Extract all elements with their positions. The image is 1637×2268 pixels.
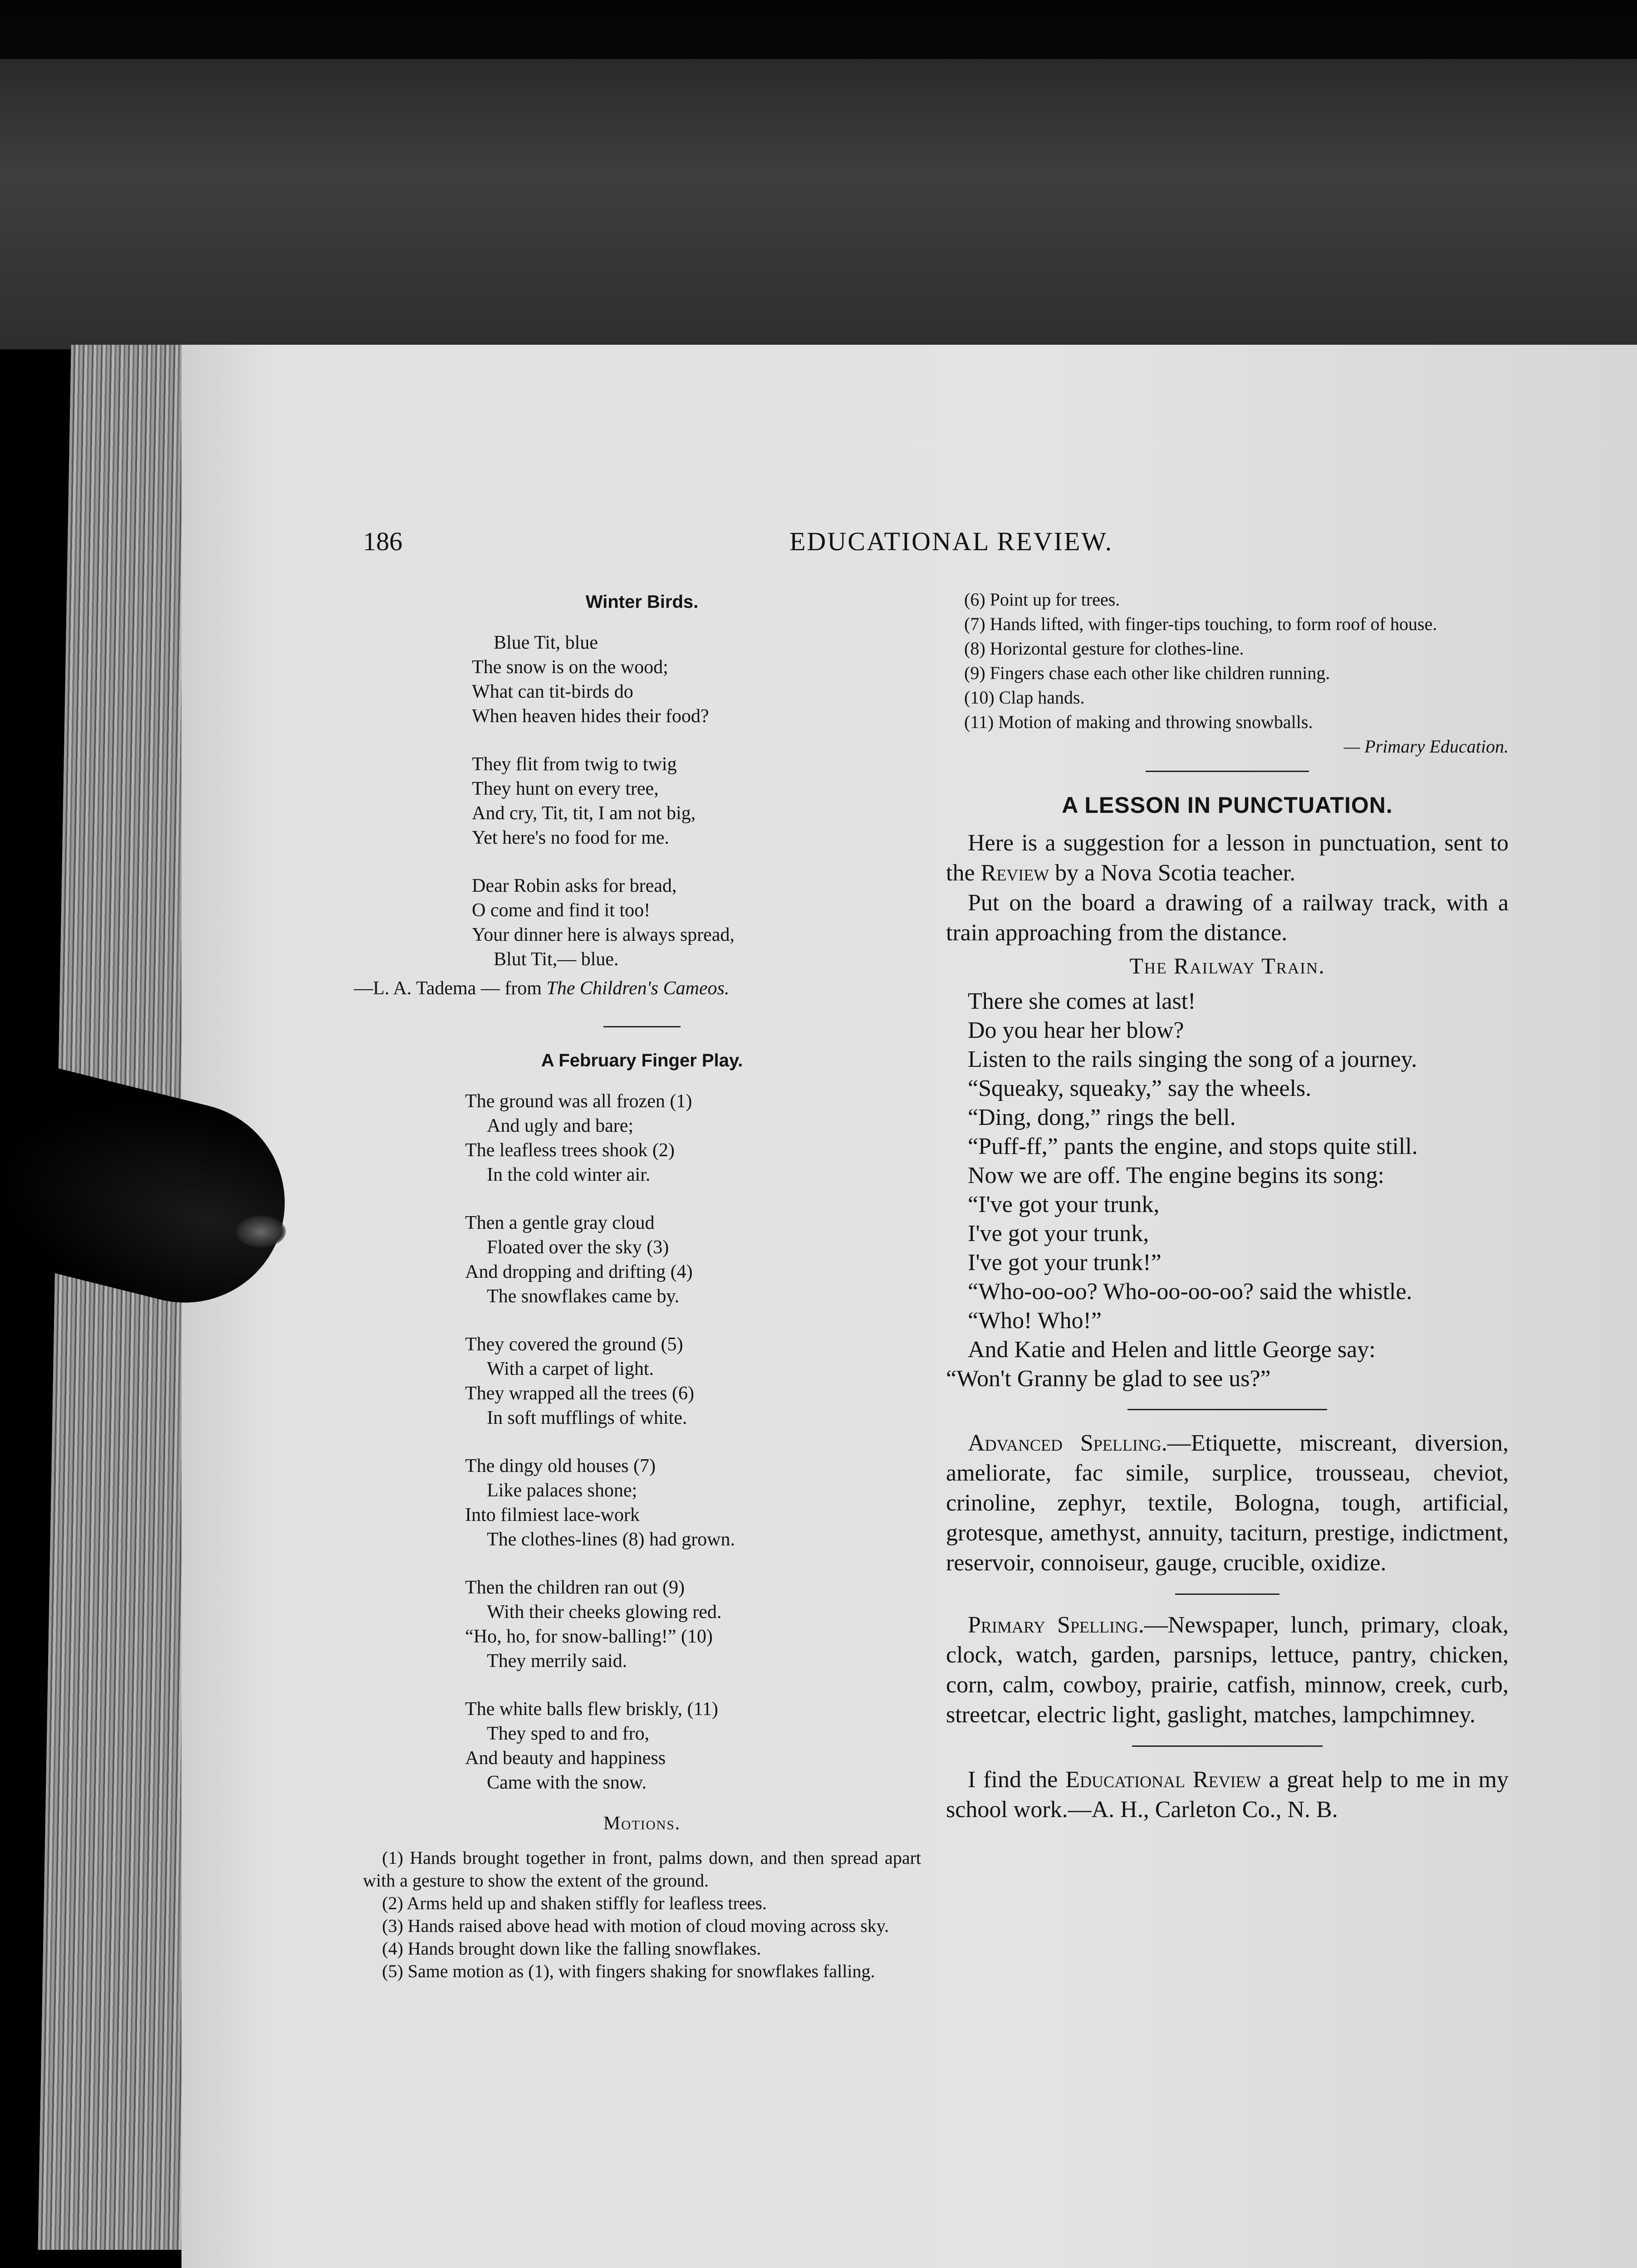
finger-play-title: A February Finger Play. [541, 1051, 743, 1070]
right-column [946, 587, 1509, 1825]
poem-line: Now we are off. The engine begins its song: [968, 1163, 1384, 1188]
poem-line: With a carpet of light. [487, 1359, 654, 1379]
poem-line: “Ding, dong,” rings the bell. [968, 1105, 1236, 1130]
poem-line: “Who! Who!” [968, 1308, 1102, 1334]
poem-line: “Won't Granny be glad to see us?” [946, 1366, 1271, 1392]
primary-spelling [946, 1610, 1509, 1730]
poem-line: O come and find it too! [472, 900, 651, 921]
review-name: Educational Review [1065, 1767, 1261, 1793]
poem-line: I've got your trunk, [968, 1221, 1149, 1246]
poem-line: And cry, Tit, tit, I am not big, [472, 803, 696, 824]
punctuation-intro [946, 828, 1509, 948]
poem-line: They merrily said. [487, 1651, 627, 1672]
poem-line: What can tit-birds do [472, 681, 633, 702]
desk-surface [0, 59, 1637, 349]
poem-line: “Puff-ff,” pants the engine, and stops quite still. [968, 1134, 1418, 1159]
section-rule [1146, 771, 1309, 772]
poem-line: Then a gentle gray cloud [465, 1212, 655, 1233]
poem-line: The leafless trees shook (2) [465, 1140, 675, 1161]
poem-line: Dear Robin asks for bread, [472, 875, 677, 896]
poem-line: With their cheeks glowing red. [487, 1602, 722, 1623]
motion-item: (1) Hands brought together in front, palms down, and then spread apart with a gesture to show the extent of the ground. [363, 1848, 921, 1891]
poem-line: And ugly and bare; [487, 1115, 634, 1136]
poem-line: When heaven hides their food? [472, 706, 709, 727]
text-span: a great help to me in my school work.—A. H., Carleton Co., N. B. [946, 1767, 1509, 1823]
advanced-spelling [946, 1428, 1509, 1578]
poem-line: “I've got your trunk, [968, 1192, 1160, 1217]
motion-item: (5) Same motion as (1), with fingers shaking for snowflakes falling. [382, 1961, 875, 1981]
motions-continued [946, 587, 1509, 734]
poem-line: The white balls flew briskly, (11) [465, 1699, 718, 1720]
motion-item: (7) Hands lifted, with finger-tips touching, to form roof of house. [964, 614, 1437, 634]
poem-line: Blue Tit, blue [494, 632, 598, 653]
poem-line: Floated over the sky (3) [487, 1237, 669, 1258]
stanza [465, 1697, 921, 1795]
railway-train-poem [946, 987, 1509, 1393]
text-span: I find the [968, 1767, 1066, 1793]
advanced-spelling-words: —Etiquette, miscreant, diversion, ameliorate, fac simile, surplice, trousseau, cheviot, crinoline, zephyr, textile, Bologna, tough, artificial, grotesque, amethyst, annuity, taciturn, prestige, indictment, reservoir, connoiseur, gauge, crucible, oxidize. [946, 1430, 1509, 1576]
motion-item: (10) Clap hands. [964, 687, 1085, 708]
paragraph: Put on the board a drawing of a railway track, with a train approaching from the distance. [946, 890, 1509, 946]
running-head: EDUCATIONAL REVIEW. [789, 527, 1113, 556]
poem-line: “Who-oo-oo? Who-oo-oo-oo? said the whistle. [968, 1279, 1412, 1305]
advanced-spelling-label: Advanced Spelling. [968, 1430, 1167, 1456]
stanza [465, 1089, 921, 1187]
text-span: Here is a suggestion for a lesson in punctuation, sent to the [946, 830, 1509, 886]
motion-item: (2) Arms held up and shaken stiffly for leafless trees. [382, 1893, 767, 1913]
punctuation-title: A LESSON IN PUNCTUATION. [1062, 792, 1393, 818]
stanza [465, 1454, 921, 1552]
poem-line: They sped to and fro, [487, 1723, 650, 1744]
poem-line: “Squeaky, squeaky,” say the wheels. [968, 1075, 1312, 1101]
poem-line: In soft mufflings of white. [487, 1408, 687, 1428]
motions-title: Motions. [603, 1813, 681, 1834]
text-span: by a Nova Scotia teacher. [1049, 860, 1296, 886]
poem-line: The ground was all frozen (1) [465, 1091, 692, 1112]
poem-line: In the cold winter air. [487, 1164, 651, 1185]
poem-line: And beauty and happiness [465, 1748, 666, 1769]
section-rule [1175, 1593, 1279, 1595]
railway-train-title: The Railway Train. [1129, 953, 1325, 978]
source-credit: — Primary Education. [1343, 736, 1509, 757]
thumbnail-highlight [236, 1216, 286, 1247]
poem-line: And Katie and Helen and little George say: [968, 1337, 1376, 1363]
attribution-source: The Children's Cameos. [546, 978, 730, 999]
poem-line: They wrapped all the trees (6) [465, 1383, 694, 1404]
stanza [472, 752, 921, 850]
primary-spelling-words: —Newspaper, lunch, primary, cloak, clock, watch, garden, parsnips, lettuce, pantry, chicken, corn, calm, cowboy, prairie, catfish, minnow, creek, curb, streetcar, electric light, gaslight, matches, lampchimney. [946, 1612, 1509, 1728]
poem-line: The snowflakes came by. [487, 1286, 680, 1307]
poem-line: Like palaces shone; [487, 1480, 637, 1501]
section-rule [1127, 1409, 1327, 1410]
poem-line: There she comes at last! [968, 988, 1196, 1014]
poem-line: Do you hear her blow? [968, 1017, 1184, 1043]
poem-line: The clothes-lines (8) had grown. [487, 1529, 735, 1550]
stanza [465, 1211, 921, 1309]
stanza [465, 1575, 921, 1673]
attribution-author: —L. A. Tadema — from [354, 978, 547, 999]
motion-item: (4) Hands brought down like the falling snowflakes. [382, 1938, 761, 1959]
motion-item: (8) Horizontal gesture for clothes-line. [964, 638, 1244, 659]
poem-line: Your dinner here is always spread, [472, 924, 735, 945]
paragraph [946, 828, 1509, 888]
poem-line: I've got your trunk!” [968, 1250, 1162, 1276]
page-number: 186 [363, 527, 402, 556]
primary-spelling-label: Primary Spelling. [968, 1612, 1144, 1638]
stanza [472, 874, 921, 972]
motion-item: (11) Motion of making and throwing snowballs. [964, 712, 1313, 732]
winter-birds-title: Winter Birds. [585, 592, 699, 612]
finger-play-poem [465, 1089, 921, 1795]
section-rule [603, 1026, 681, 1027]
poem-line: The dingy old houses (7) [465, 1456, 656, 1476]
section-rule [1132, 1745, 1323, 1747]
poem-line: And dropping and drifting (4) [465, 1261, 693, 1282]
poem-line: Listen to the rails singing the song of a journey. [968, 1046, 1417, 1072]
stanza [465, 1332, 921, 1430]
poem-line: Came with the snow. [487, 1772, 647, 1793]
testimonial [946, 1765, 1509, 1825]
poem-line: Yet here's no food for me. [472, 827, 669, 848]
attribution [354, 976, 921, 1001]
poem-line: “Ho, ho, for snow-balling!” (10) [465, 1626, 713, 1647]
poem-line: They covered the ground (5) [465, 1334, 683, 1355]
review-name: Review [980, 860, 1049, 886]
stanza [472, 631, 921, 728]
poem-line: The snow is on the wood; [472, 657, 668, 678]
motion-item: (6) Point up for trees. [964, 589, 1120, 610]
poem-line: They hunt on every tree, [472, 778, 659, 799]
motion-item: (9) Fingers chase each other like children running. [964, 663, 1330, 683]
winter-birds-poem [472, 631, 921, 972]
motion-item: (3) Hands raised above head with motion of cloud moving across sky. [382, 1916, 889, 1936]
poem-line: Then the children ran out (9) [465, 1577, 685, 1598]
poem-line: They flit from twig to twig [472, 754, 677, 775]
poem-line: Blut Tit,— blue. [494, 949, 619, 970]
poem-line: Into filmiest lace-work [465, 1505, 640, 1525]
left-column [354, 590, 921, 1983]
